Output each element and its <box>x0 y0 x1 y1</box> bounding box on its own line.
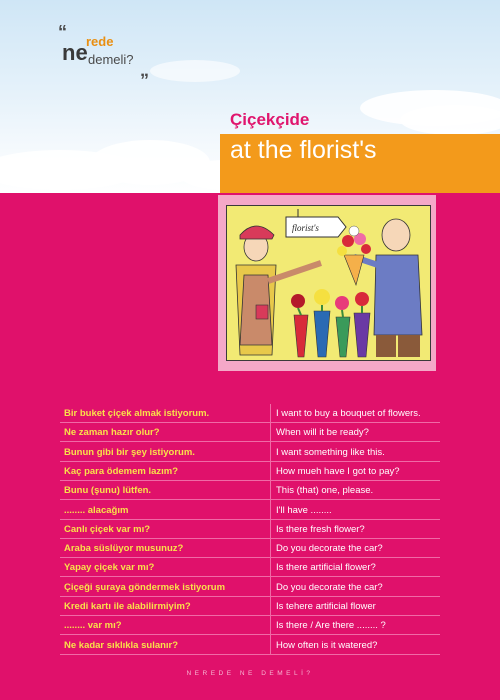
phrase-turkish: Bunun gibi bir şey istiyorum. <box>64 446 195 458</box>
phrase-turkish: ........ var mı? <box>64 620 122 632</box>
phrase-english: I'll have ........ <box>276 504 332 516</box>
phrase-turkish: Yapay çiçek var mı? <box>64 562 155 574</box>
phrase-row <box>60 616 440 635</box>
phrase-english: Is there fresh flower? <box>276 523 365 535</box>
phrase-turkish: ........ alacağım <box>64 504 129 516</box>
phrase-turkish: Çiçeği şuraya göndermek istiyorum <box>64 581 226 593</box>
phrase-english: How often is it watered? <box>276 639 378 651</box>
phrase-row <box>60 558 440 577</box>
footer-text: NEREDE NE DEMELİ? <box>186 670 314 677</box>
phrase-row <box>60 520 440 539</box>
logo-rede: rede <box>86 34 114 49</box>
phrase-english: When will it be ready? <box>276 427 369 439</box>
flower-vases <box>291 289 370 357</box>
sign-text: florist's <box>292 223 319 233</box>
phrase-turkish: Kaç para ödemem lazım? <box>64 465 179 477</box>
phrase-row <box>60 501 440 520</box>
phrase-turkish: Kredi kartı ile alabilirmiyim? <box>64 601 191 612</box>
phrase-turkish: Canlı çiçek var mı? <box>64 523 151 535</box>
cloud <box>400 105 500 135</box>
phrase-row <box>60 423 440 442</box>
woman-figure <box>236 226 321 355</box>
phrase-turkish: Araba süslüyor musunuz? <box>64 543 184 555</box>
phrase-english: I want something like this. <box>276 446 385 458</box>
logo-close-quote: „ <box>140 60 149 80</box>
logo-demeli: demeli? <box>88 52 134 67</box>
florist-illustration <box>218 195 436 371</box>
logo-ne: ne <box>62 40 88 65</box>
phrase-row <box>60 636 440 655</box>
phrase-english: Is tehere artificial flower <box>276 601 376 612</box>
phrase-turkish: Bir buket çiçek almak istiyorum. <box>64 408 210 419</box>
phrase-english: This (that) one, please. <box>276 485 374 497</box>
phrase-row <box>60 404 440 423</box>
phrase-row <box>60 539 440 558</box>
phrase-english: Do you decorate the car? <box>276 581 383 593</box>
phrase-row <box>60 481 440 500</box>
logo-open-quote: “ <box>58 22 67 42</box>
phrase-english: How mueh have I got to pay? <box>276 465 400 477</box>
phrase-english: Is there / Are there ........ ? <box>276 620 386 632</box>
phrase-turkish: Ne kadar sıklıkla sulanır? <box>64 639 179 651</box>
florist-sign <box>286 209 346 237</box>
brand-logo <box>58 22 168 82</box>
phrase-row <box>60 578 440 597</box>
phrase-english: Do you decorate the car? <box>276 543 383 555</box>
florist-scene-drawing <box>226 205 429 359</box>
page-title-turkish: Çiçekçide <box>230 110 310 129</box>
phrase-row <box>60 462 440 481</box>
bouquet <box>337 226 371 285</box>
phrase-row <box>60 597 440 616</box>
phrase-turkish: Ne zaman hazır olur? <box>64 427 160 439</box>
phrase-row <box>60 443 440 462</box>
page-title-english: at the florist's <box>230 136 377 164</box>
phrase-english: Is there artificial flower? <box>276 562 376 574</box>
phrase-turkish: Bunu (şunu) lütfen. <box>64 485 152 497</box>
phrase-english: I want to buy a bouquet of flowers. <box>276 408 421 419</box>
